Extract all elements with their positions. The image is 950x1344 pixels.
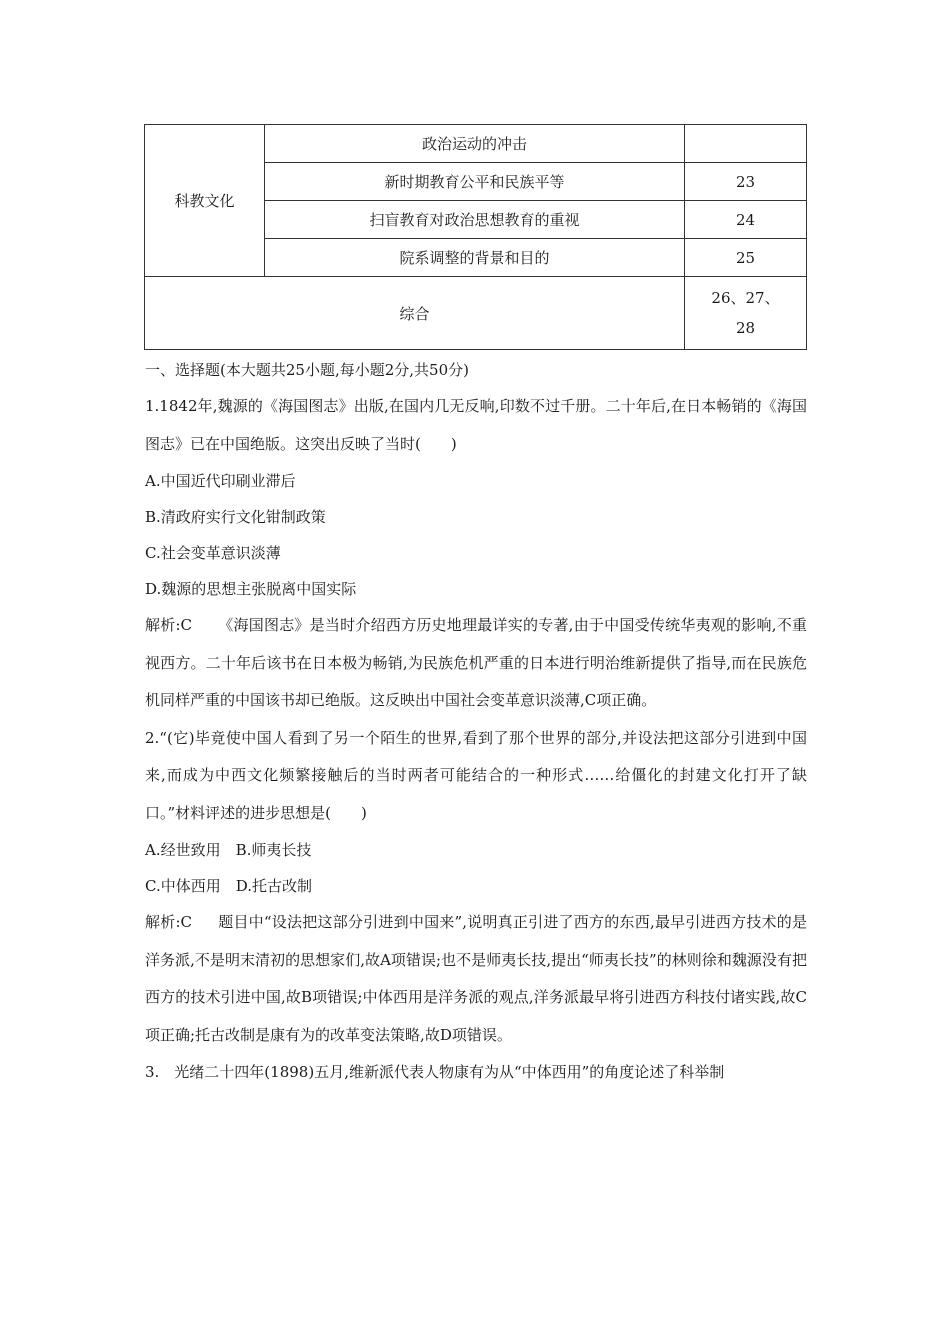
question-1-option-c: C.社会变革意识淡薄 (145, 544, 281, 562)
question-2-options-row: A.经世致用 B.师夷长技 (145, 841, 312, 859)
question-1-analysis (145, 607, 807, 720)
question-number-cell (685, 125, 807, 163)
question-2-options-row: C.中体西用 D.托古改制 (145, 877, 312, 895)
question-1-option-b: B.清政府实行文化钳制政策 (145, 508, 326, 526)
question-1-option-a: A.中国近代印刷业滞后 (145, 472, 296, 490)
section-heading: 一、选择题(本大题共25小题,每小题2分,共50分) (145, 361, 469, 379)
analysis-text: 《海国图志》是当时介绍西方历史地理最详实的专著,由于中国受传统华夷观的影响,不重视西方。二十年后该书在日本极为畅销,为民族危机严重的日本进行明治维新提供了指导,而在民族危机同样严重的中国该书却已绝版。这反映出中国社会变革意识淡薄,C项正确。 (145, 616, 808, 709)
summary-question-cell (685, 277, 807, 350)
topic-cell: 新时期教育公平和民族平等 (265, 163, 685, 201)
summary-question-line: 28 (735, 319, 756, 337)
question-3-stem: 3. 光绪二十四年(1898)五月,维新派代表人物康有为从“中体西用”的角度论述了科举制 (145, 1063, 725, 1081)
topic-cell: 扫盲教育对政治思想教育的重视 (265, 201, 685, 239)
document-body (145, 352, 807, 1090)
question-number-cell: 23 (685, 163, 807, 201)
question-number-cell: 25 (685, 239, 807, 277)
analysis-text: 题目中“设法把这部分引进到中国来”,说明真正引进了西方的东西,最早引进西方技术的是洋务派,不是明末清初的思想家们,故A项错误;也不是师夷长技,提出“师夷长技”的林则徐和魏源没有把西方的技术引进中国,故B项错误;中体西用是洋务派的观点,洋务派最早将引进西方科技付诸实践,故C项正确;托古改制是康有为的改革变法策略,故D项错误。 (145, 913, 807, 1044)
summary-question-line: 26、27、 (711, 289, 780, 307)
summary-label-cell: 综合 (145, 277, 685, 350)
category-cell: 科教文化 (145, 125, 265, 277)
topic-cell: 政治运动的冲击 (265, 125, 685, 163)
question-number-cell: 24 (685, 201, 807, 239)
analysis-prefix: 解析:C (145, 616, 193, 634)
topic-cell: 院系调整的背景和目的 (265, 239, 685, 277)
question-1-option-d: D.魏源的思想主张脱离中国实际 (145, 580, 357, 598)
question-1-stem: 1.1842年,魏源的《海国图志》出版,在国内几无反响,印数不过千册。二十年后,在日本畅销的《海国图志》已在中国绝版。这突出反映了当时( ) (145, 397, 807, 453)
topic-table (144, 124, 807, 350)
question-2-analysis (145, 904, 807, 1054)
question-2-stem: 2.“(它)毕竟使中国人看到了另一个陌生的世界,看到了那个世界的部分,并设法把这部分引进到中国来,而成为中西文化频繁接触后的当时两者可能结合的一种形式……给僵化的封建文化打开了缺口。”材料评述的进步思想是( ) (145, 728, 807, 822)
analysis-prefix: 解析:C (145, 913, 192, 931)
